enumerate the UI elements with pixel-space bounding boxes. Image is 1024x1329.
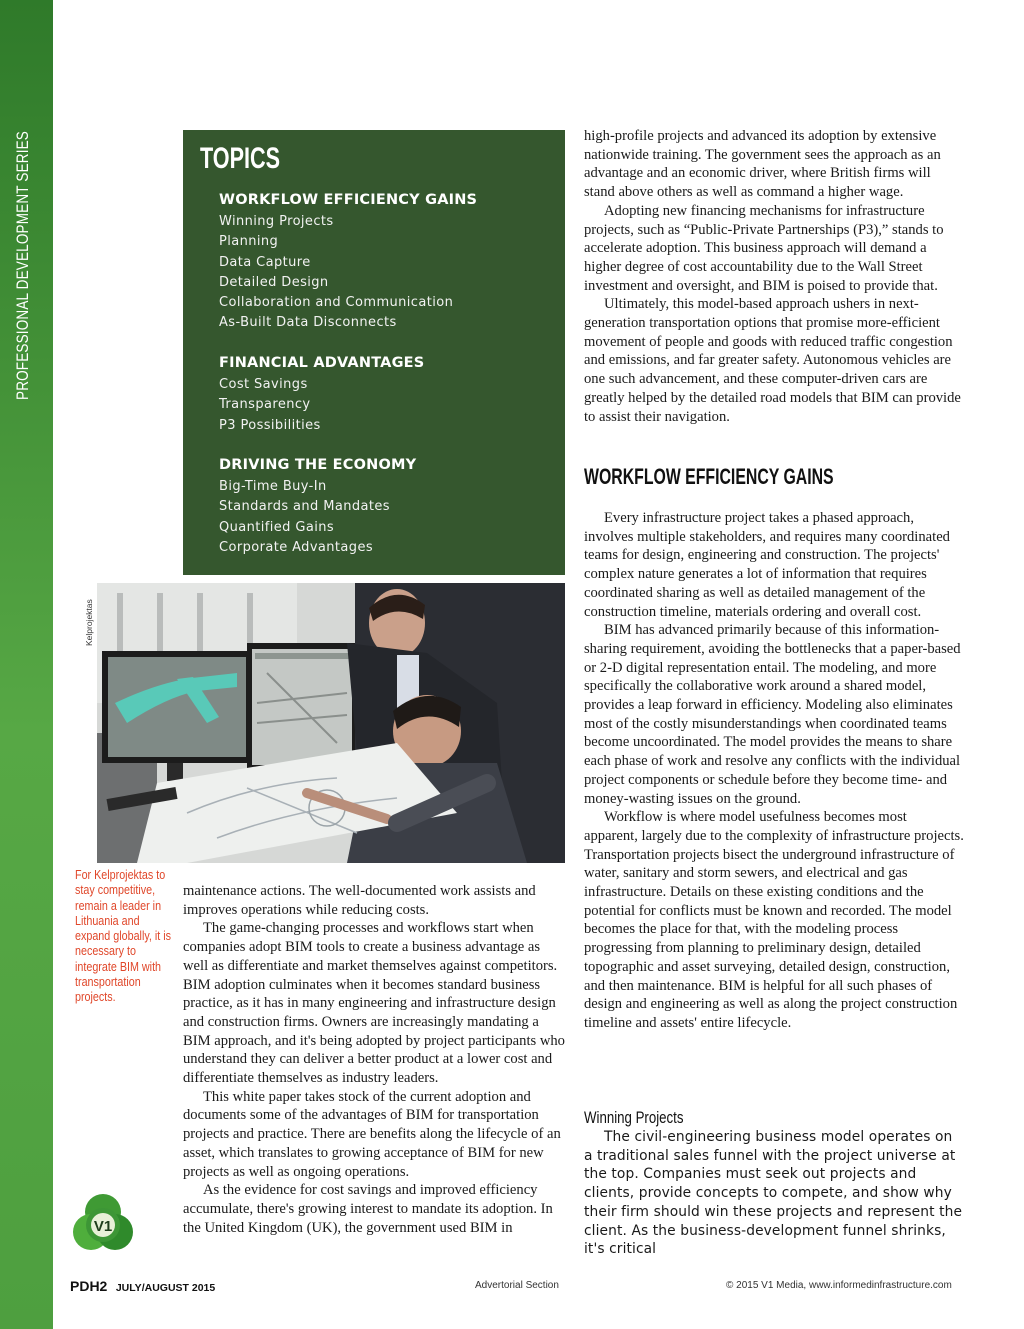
topics-item: Data Capture	[219, 254, 311, 270]
issue-date: JULY/AUGUST 2015	[115, 1282, 216, 1294]
article-column-left	[183, 882, 565, 1237]
article-paragraph: As the evidence for cost savings and improved efficiency accumulate, there's growing interest to mandate its adoption. In the United Kingdom (UK), the government used BIM in	[183, 1182, 553, 1236]
footer-copyright: © 2015 V1 Media, www.informedinfrastructure.com	[726, 1280, 952, 1291]
topics-section-workflow	[219, 192, 477, 334]
winning-section-body	[584, 1128, 964, 1259]
topics-item: Detailed Design	[219, 274, 329, 290]
topics-item: Planning	[219, 234, 279, 250]
topics-item: Big-Time Buy-In	[219, 479, 327, 494]
series-title: PROFESSIONAL DEVELOPMENT SERIES	[14, 131, 32, 400]
topics-item: As-Built Data Disconnects	[219, 315, 397, 331]
article-paragraph: Ultimately, this model-based approach ushers in next-generation transportation options that promise more-efficient movement of people and goods with reduced traffic congestion and emissions, and far greater safety. Autonomous vehicles are one such advancement, and these computer-driven cars are greatly helped by the detailed road models that BIM can provide to assist their navigation.	[584, 296, 961, 425]
topics-box	[183, 130, 565, 575]
footer-page-info	[70, 1278, 215, 1296]
topics-item: Quantified Gains	[219, 519, 335, 535]
topics-title: TOPICS	[200, 142, 281, 175]
photo-caption: For Kelprojektas to stay competitive, remain a leader in Lithuania and expand globally, it is necessary to integrate BIM with transportation projects.	[75, 868, 172, 1005]
topics-section-heading: FINANCIAL ADVANTAGES	[219, 355, 425, 371]
article-paragraph: Adopting new financing mechanisms for infrastructure projects, such as “Public-Private Partnerships (P3),” stands to accelerate adoption. This business approach will demand a higher degree of cost accountability due to the Wall Street investment and oversight, and BIM is poised to provide that.	[584, 202, 944, 294]
topics-item: Standards and Mandates	[219, 499, 390, 515]
topics-item: P3 Possibilities	[219, 417, 321, 433]
article-paragraph: The civil-engineering business model operates on a traditional sales funnel with the project universe at the top. Companies must seek out projects and clients, provide concepts to compete, and show why their firm should win these projects and represent the client. As the business-development funnel shrinks, it's critical	[584, 1129, 963, 1258]
topics-item: Corporate Advantages	[219, 539, 374, 555]
topics-section-heading: WORKFLOW EFFICIENCY GAINS	[219, 192, 478, 208]
engineers-at-workstation-illustration	[97, 583, 565, 863]
logo-text: V1	[93, 1218, 113, 1235]
office-photo	[97, 583, 565, 863]
article-column-right-top	[584, 127, 964, 426]
article-paragraph: Every infrastructure project takes a phased approach, involves multiple stakeholders, and requires many coordinated teams for design, engineering and construction. The projects' complex nature generates a lot of information that requires coordinated sharing as well as detailed management of the construction timeline, materials ordering and overall cost.	[584, 510, 950, 620]
topics-section-financial	[219, 355, 424, 436]
article-paragraph: maintenance actions. The well-documented work assists and improves operations while reducing costs.	[183, 883, 536, 918]
section-heading-workflow: WORKFLOW EFFICIENCY GAINS	[584, 464, 834, 489]
topics-item: Winning Projects	[219, 214, 334, 229]
footer-section: Advertorial Section	[475, 1280, 559, 1291]
v1-logo-icon	[70, 1190, 136, 1256]
article-paragraph: Workflow is where model usefulness becomes most apparent, largely due to the complexity of infrastructure projects. Transportation projects bisect the underground infrastructure of water, sanitary and storm sewers, and electrical and gas infrastructure. Details on these existing conditions and the potential for conflicts must be known and recorded. The model becomes the place for that, with the modeling process progressing from planning to preliminary design, detailed topographic and asset surveying, detailed design, construction, and then maintenance. BIM is helpful for all such phases of design and engineering as well as along the project construction timeline and assets' entire lifecycle.	[584, 809, 964, 1031]
series-sidebar	[0, 0, 53, 1329]
topics-item: Transparency	[219, 397, 311, 413]
photo-credit: Kelprojektas	[84, 599, 94, 646]
article-paragraph: BIM has advanced primarily because of this information-sharing requirement, avoiding the bottlenecks that a paper-based or 2-D digital representation entail. The modeling, and more specifically the collaborative work around a shared model, provides a leap forward in efficiency. Modeling also eliminates most of the costly misunderstandings when coordinated teams become uncoordinated. The model provides the means to share each phase of work and resolve any conflicts with the individual project components or schedule before they become time- and money-wasting issues on the ground.	[584, 622, 961, 807]
subheading-winning-projects: Winning Projects	[584, 1108, 684, 1127]
article-paragraph: This white paper takes stock of the current adoption and documents some of the advantages of BIM for transportation projects and practice. There are benefits along the lifecycle of an asset, which translates to growing acceptance of BIM for new projects as well as ongoing operations.	[183, 1088, 561, 1180]
topics-section-heading: DRIVING THE ECONOMY	[219, 457, 417, 473]
workflow-section-body	[584, 509, 964, 1033]
article-paragraph: high-profile projects and advanced its adoption by extensive nationwide training. The government sees the approach as an advantage and an economic driver, where British firms will stand above others as well as command a higher wage.	[584, 128, 941, 201]
topics-section-economy	[219, 457, 416, 558]
topics-item: Collaboration and Communication	[219, 295, 454, 311]
article-paragraph: The game-changing processes and workflows start when companies adopt BIM tools to create a business advantage as well as differentiate and market themselves against competitors. BIM adoption culminates when it becomes standard business practice, as it has in many engineering and infrastructure design and construction firms. Owners are increasingly mandating a BIM approach, and it's being adopted by project participants who understand they can deliver a better product at a lower cost and differentiate themselves as industry leaders.	[183, 920, 565, 1087]
topics-item: Cost Savings	[219, 377, 308, 392]
page-number: PDH2	[70, 1278, 108, 1294]
